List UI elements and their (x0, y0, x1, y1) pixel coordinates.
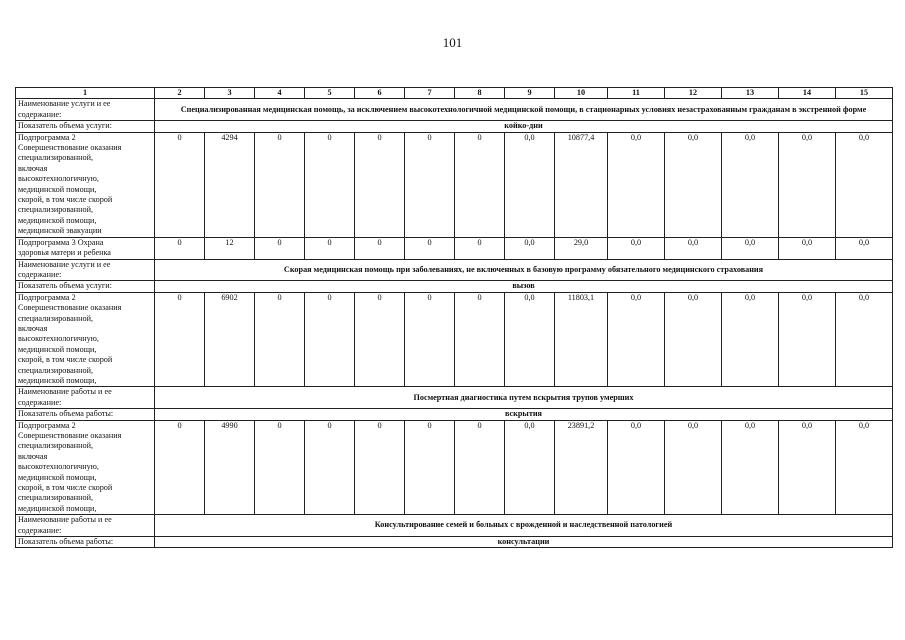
column-header-11: 11 (608, 88, 665, 99)
section-row (16, 259, 893, 281)
row-label (16, 237, 155, 259)
value-cell: 0,0 (836, 132, 893, 237)
row-label-line: Наименование услуги и ее (18, 259, 111, 269)
row-label-line: специализированной, (18, 493, 94, 503)
value-cell: 0 (405, 292, 455, 387)
row-label-line: медицинской эвакуации (18, 226, 102, 236)
section-row (16, 515, 893, 537)
section-title: вызов (155, 281, 893, 292)
row-label-line: Подпрограмма 3 Охрана (18, 237, 104, 247)
value-cell: 0 (255, 132, 305, 237)
row-label-line: Подпрограмма 2 (18, 132, 76, 142)
column-header-5: 5 (305, 88, 355, 99)
value-cell: 0 (455, 420, 505, 515)
value-cell: 0,0 (836, 237, 893, 259)
value-cell: 0,0 (665, 292, 722, 387)
column-header-1: 1 (16, 88, 155, 99)
table-header-row (16, 88, 893, 99)
row-label (16, 409, 155, 420)
row-label-line: специализированной, (18, 365, 94, 375)
column-header-8: 8 (455, 88, 505, 99)
section-title: консультации (155, 537, 893, 548)
value-cell: 0,0 (608, 420, 665, 515)
table-row (16, 132, 893, 237)
column-header-14: 14 (779, 88, 836, 99)
value-cell: 29,0 (555, 237, 608, 259)
value-cell: 0,0 (608, 237, 665, 259)
row-label-line: скорой, в том числе скорой (18, 355, 113, 365)
column-header-15: 15 (836, 88, 893, 99)
column-header-10: 10 (555, 88, 608, 99)
value-cell: 0,0 (608, 292, 665, 387)
row-label-line: скорой, в том числе скорой (18, 483, 113, 493)
row-label-line: Показатель объема работы: (18, 409, 114, 419)
column-header-2: 2 (155, 88, 205, 99)
section-row (16, 99, 893, 121)
table-row (16, 237, 893, 259)
row-label-line: Совершенствование оказания (18, 431, 122, 440)
row-label (16, 515, 155, 537)
value-cell: 0,0 (722, 292, 779, 387)
row-label-line: содержание: (18, 269, 62, 279)
row-label-line: скорой, в том числе скорой (18, 195, 113, 205)
row-label-line: медицинской помощи, (18, 375, 97, 385)
row-label-line: специализированной, (18, 153, 94, 163)
table-row (16, 292, 893, 387)
value-cell: 0 (355, 420, 405, 515)
row-label-line: Совершенствование оказания (18, 303, 122, 313)
row-label (16, 387, 155, 409)
row-label (16, 99, 155, 121)
column-header-12: 12 (665, 88, 722, 99)
value-cell: 23891,2 (555, 420, 608, 515)
value-cell: 0,0 (779, 420, 836, 515)
section-title: Скорая медицинская помощь при заболеваниях, не включенных в базовую программу обязательного медицинского страхования (155, 259, 893, 281)
value-cell: 0 (355, 132, 405, 237)
value-cell: 0,0 (608, 132, 665, 237)
row-label-line: медицинской помощи, (18, 503, 97, 513)
row-label-line: специализированной, (18, 313, 94, 323)
value-cell: 0 (355, 292, 405, 387)
value-cell: 0,0 (722, 132, 779, 237)
value-cell: 0,0 (779, 132, 836, 237)
value-cell: 6902 (205, 292, 255, 387)
value-cell: 4990 (205, 420, 255, 515)
value-cell: 12 (205, 237, 255, 259)
section-title: койко-дни (155, 121, 893, 132)
row-label-line: здоровья матери и ребенка (18, 248, 111, 258)
value-cell: 0,0 (665, 420, 722, 515)
column-header-7: 7 (405, 88, 455, 99)
value-cell: 0 (305, 237, 355, 259)
column-header-9: 9 (505, 88, 555, 99)
row-label-line: высокотехнологичную, (18, 174, 99, 184)
value-cell: 0,0 (722, 237, 779, 259)
value-cell: 0 (455, 292, 505, 387)
value-cell: 0,0 (505, 132, 555, 237)
value-cell: 0 (155, 132, 205, 237)
value-cell: 4294 (205, 132, 255, 237)
row-label-line: содержание: (18, 525, 62, 535)
section-row (16, 281, 893, 292)
row-label-line: Показатель объема услуги: (18, 121, 112, 131)
row-label-line: Подпрограмма 2 (18, 292, 76, 302)
row-label-line: Показатель объема услуги: (18, 281, 112, 291)
section-title: Посмертная диагностика путем вскрытия трупов умерших (155, 387, 893, 409)
row-label (16, 420, 155, 515)
row-label-line: Показатель объема работы: (18, 537, 114, 547)
column-header-13: 13 (722, 88, 779, 99)
value-cell: 0,0 (779, 237, 836, 259)
section-title: вскрытия (155, 409, 893, 420)
value-cell: 0 (305, 132, 355, 237)
value-cell: 0,0 (505, 237, 555, 259)
value-cell: 0,0 (779, 292, 836, 387)
value-cell: 0 (455, 132, 505, 237)
section-title: Консультирование семей и больных с врожденной и наследственной патологией (155, 515, 893, 537)
value-cell: 0,0 (665, 237, 722, 259)
value-cell: 0 (255, 292, 305, 387)
value-cell: 0 (255, 237, 305, 259)
section-title: Специализированная медицинская помощь, за исключением высокотехнологичной медицинской помощи, в стационарных условиях незастрахованным гражданам в экстренной форме (155, 99, 893, 121)
section-row (16, 409, 893, 420)
value-cell: 0 (405, 420, 455, 515)
table-row (16, 420, 893, 515)
row-label (16, 281, 155, 292)
row-label (16, 537, 155, 548)
value-cell: 0,0 (836, 292, 893, 387)
row-label-line: высокотехнологичную, (18, 334, 99, 344)
row-label-line: специализированной, (18, 441, 94, 451)
value-cell: 0,0 (505, 420, 555, 515)
section-row (16, 121, 893, 132)
row-label-line: Наименование услуги и ее (18, 99, 111, 109)
row-label-line: медицинской помощи, (18, 344, 97, 354)
section-row (16, 387, 893, 409)
value-cell: 11803,1 (555, 292, 608, 387)
value-cell: 0 (455, 237, 505, 259)
column-header-4: 4 (255, 88, 305, 99)
value-cell: 0 (155, 420, 205, 515)
value-cell: 0 (155, 237, 205, 259)
value-cell: 0 (305, 420, 355, 515)
value-cell: 0 (255, 420, 305, 515)
row-label-line: содержание: (18, 109, 62, 119)
value-cell: 0 (355, 237, 405, 259)
row-label-line: Наименование работы и ее (18, 387, 112, 397)
row-label-line: Совершенствование оказания (18, 143, 122, 153)
row-label (16, 132, 155, 237)
value-cell: 0 (405, 237, 455, 259)
value-cell: 0 (405, 132, 455, 237)
budget-table (15, 87, 893, 548)
row-label-line: Наименование работы и ее (18, 515, 112, 525)
row-label-line: медицинской помощи, (18, 184, 97, 194)
value-cell: 0,0 (505, 292, 555, 387)
row-label-line: Подпрограмма 2 (18, 420, 76, 430)
row-label-line: включая (18, 323, 48, 333)
row-label-line: медицинской помощи, (18, 215, 97, 225)
row-label-line: высокотехнологичную, (18, 462, 99, 472)
column-header-6: 6 (355, 88, 405, 99)
row-label-line: специализированной, (18, 205, 94, 215)
value-cell: 0,0 (722, 420, 779, 515)
row-label-line: содержание: (18, 397, 62, 407)
row-label (16, 292, 155, 387)
column-header-3: 3 (205, 88, 255, 99)
value-cell: 0 (305, 292, 355, 387)
row-label (16, 121, 155, 132)
value-cell: 0,0 (665, 132, 722, 237)
section-row (16, 537, 893, 548)
value-cell: 10877,4 (555, 132, 608, 237)
row-label-line: включая (18, 451, 48, 461)
row-label (16, 259, 155, 281)
value-cell: 0,0 (836, 420, 893, 515)
row-label-line: медицинской помощи, (18, 472, 97, 482)
page-number: 101 (442, 35, 463, 50)
row-label-line: включая (18, 163, 48, 173)
value-cell: 0 (155, 292, 205, 387)
